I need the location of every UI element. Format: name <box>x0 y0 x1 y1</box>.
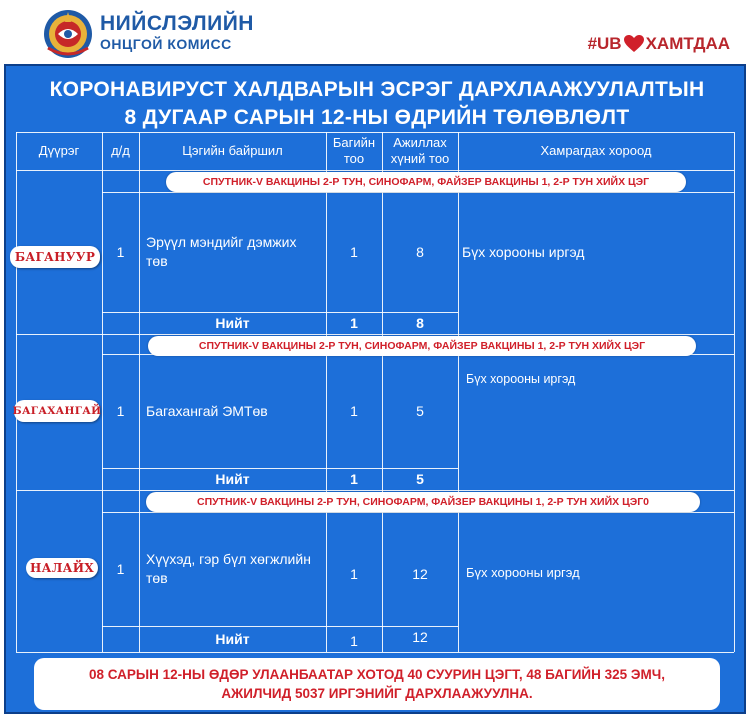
header-teams-line2: тоо <box>343 151 365 166</box>
state-emblem-icon <box>40 4 96 60</box>
teams-cell: 1 <box>350 566 358 582</box>
coverage-cell: Бүх хорооны иргэд <box>462 244 585 260</box>
grid-line <box>16 334 734 335</box>
summary-box <box>34 658 720 710</box>
location-cell <box>146 192 324 312</box>
plan-panel <box>4 64 746 714</box>
total-teams: 1 <box>350 471 358 487</box>
row-num: 1 <box>116 561 125 577</box>
total-staff: 12 <box>412 629 428 645</box>
header-staff-line2: хүний тоо <box>390 151 450 166</box>
grid-line <box>16 170 734 171</box>
grid-line <box>458 132 459 652</box>
summary-line2: АЖИЛЧИД 5037 ИРГЭНИЙГ ДАРХЛААЖУУЛНА. <box>221 686 533 701</box>
total-label: Нийт <box>215 315 250 331</box>
location-line1: Хүүхэд, гэр бүл хөгжлийн <box>146 551 311 567</box>
coverage-cell: Бүх хорооны иргэд <box>466 564 580 580</box>
location-line2: төв <box>146 570 168 586</box>
district-badge: НАЛАЙХ <box>26 558 98 578</box>
summary-line1: 08 САРЫН 12-НЫ ӨДӨР УЛААНБААТАР ХОТОД 40 СУУРИН ЦЭГТ, 48 БАГИЙН 325 ЭМЧ, <box>88 667 665 682</box>
org-name-line2: ОНЦГОЙ КОМИСС <box>100 36 232 52</box>
row-num: 1 <box>116 403 125 419</box>
org-name-line1: НИЙСЛЭЛИЙН <box>100 12 254 35</box>
total-staff: 8 <box>416 315 424 331</box>
header-district: Дүүрэг <box>38 143 80 158</box>
header-teams <box>326 132 382 170</box>
page-title-line1: КОРОНАВИРУСТ ХАЛДВАРЫН ЭСРЭГ ДАРХЛААЖУУЛАЛТЫН <box>49 78 705 101</box>
hashtag-prefix: #UB <box>587 34 622 53</box>
header-teams-line1: Багийн <box>332 135 376 150</box>
grid-line <box>16 132 17 652</box>
grid-line <box>139 132 140 652</box>
district-badge: БАГАХАНГАЙ <box>14 400 100 422</box>
location-line1: Багахангай ЭМТөв <box>146 402 268 419</box>
grid-line <box>734 132 735 652</box>
grid-line <box>16 652 734 653</box>
hashtag <box>588 34 730 54</box>
header-num: д/д <box>111 143 130 158</box>
header-coverage: Хамрагдах хороод <box>540 143 652 158</box>
vaccine-banner: СПУТНИК-V ВАКЦИНЫ 2-Р ТУН, СИНОФАРМ, ФАЙЗЕР ВАКЦИНЫ 1, 2-Р ТУН ХИЙХ ЦЭГ <box>166 172 686 192</box>
row-num: 1 <box>116 244 125 260</box>
total-teams: 1 <box>350 633 358 649</box>
total-label: Нийт <box>215 471 250 487</box>
teams-cell: 1 <box>350 244 358 260</box>
total-label: Нийт <box>215 631 250 647</box>
location-line1: Эрүүл мэндийг дэмжих <box>146 234 297 250</box>
location-cell <box>146 512 324 626</box>
header-location: Цэгийн байршил <box>182 143 283 158</box>
staff-cell: 5 <box>416 403 424 419</box>
header <box>0 0 750 62</box>
total-teams: 1 <box>350 315 358 331</box>
coverage-cell: Бүх хорооны иргэд <box>466 372 576 386</box>
heart-icon <box>624 35 644 53</box>
staff-cell: 12 <box>412 566 428 582</box>
teams-cell: 1 <box>350 403 358 419</box>
hashtag-suffix: ХАМТДАА <box>645 34 730 53</box>
grid-line <box>16 490 734 491</box>
staff-cell: 8 <box>416 244 424 260</box>
location-line2: төв <box>146 253 168 269</box>
header-staff <box>382 132 458 170</box>
vaccine-banner: СПУТНИК-V ВАКЦИНЫ 2-Р ТУН, СИНОФАРМ, ФАЙЗЕР ВАКЦИНЫ 1, 2-Р ТУН ХИЙХ ЦЭГ0 <box>146 492 700 512</box>
total-staff: 5 <box>416 471 424 487</box>
page-title-line2: 8 ДУГААР САРЫН 12-НЫ ӨДРИЙН ТӨЛӨВЛӨЛТ <box>124 106 630 129</box>
vaccine-banner: СПУТНИК-V ВАКЦИНЫ 2-Р ТУН, СИНОФАРМ, ФАЙЗЕР ВАКЦИНЫ 1, 2-Р ТУН ХИЙХ ЦЭГ <box>148 336 696 356</box>
district-badge: БАГАНУУР <box>10 246 100 268</box>
header-staff-line1: Ажиллах <box>393 135 447 150</box>
location-cell <box>146 354 324 468</box>
